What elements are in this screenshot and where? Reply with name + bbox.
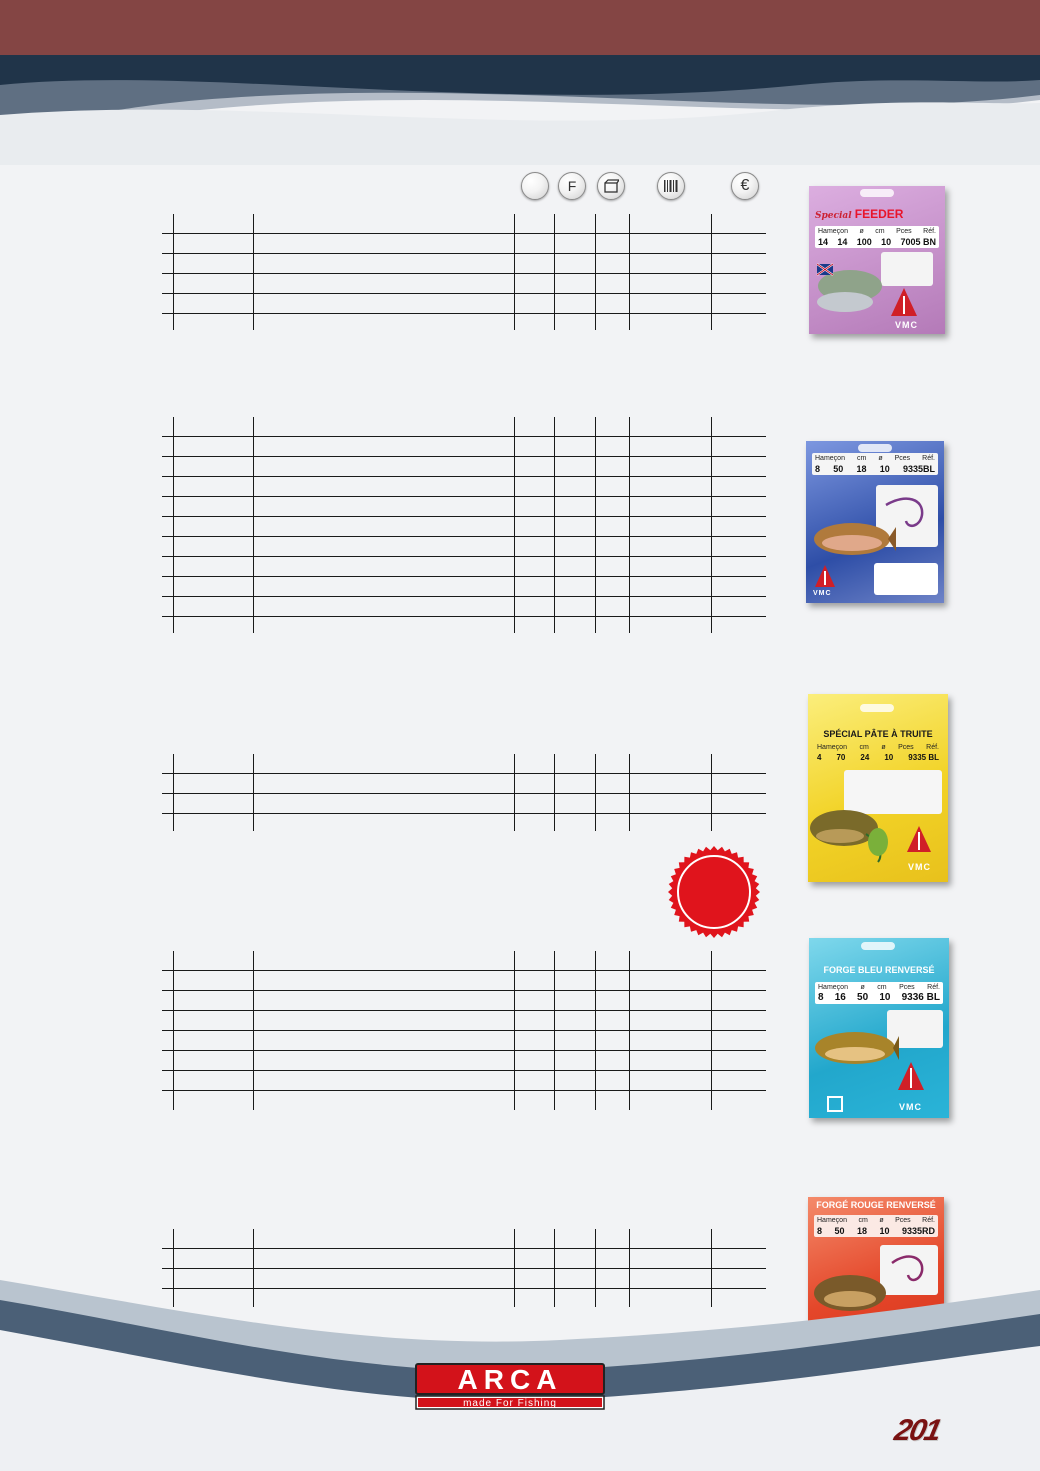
- label-window: [874, 563, 938, 595]
- column-divider: [173, 417, 174, 633]
- hang-hole: [861, 942, 895, 950]
- column-divider: [554, 214, 555, 330]
- column-divider: [711, 754, 712, 831]
- pack-info: Hameçon cm ø Pces Réf. 8 50 18 10 9335BL: [812, 453, 938, 475]
- hang-hole: [860, 704, 894, 712]
- column-divider: [173, 214, 174, 330]
- product-pack-blue: [806, 441, 944, 603]
- product-table-1: [162, 214, 766, 330]
- column-divider: [253, 951, 254, 1110]
- product-pack-feeder: [809, 186, 945, 334]
- column-divider: [253, 214, 254, 330]
- brand-label: VMC: [813, 590, 832, 597]
- column-divider: [554, 951, 555, 1110]
- brand-label: VMC: [899, 1102, 922, 1112]
- seal-inner: [680, 858, 748, 926]
- brand-label: VMC: [908, 862, 931, 872]
- letter-f-label: F: [567, 178, 577, 194]
- blank-circle-icon: [521, 172, 549, 200]
- column-divider: [595, 214, 596, 330]
- column-divider: [554, 754, 555, 831]
- column-divider: [711, 214, 712, 330]
- pack-info: Hameçon ø cm Pces Réf. 8 16 50 10 9336 BL: [815, 982, 943, 1004]
- column-divider: [711, 951, 712, 1110]
- euro-label: €: [740, 177, 750, 194]
- product-table-4: [162, 951, 766, 1110]
- trout-illustration: [808, 798, 898, 868]
- brand-label: VMC: [895, 320, 918, 330]
- product-pack-trout-paste: [808, 694, 948, 882]
- hang-hole: [860, 189, 894, 197]
- vmc-logo-icon: [889, 288, 919, 322]
- column-divider: [595, 951, 596, 1110]
- product-table-3: [162, 754, 766, 831]
- euro-icon: [731, 172, 759, 200]
- vmc-logo-icon: [906, 826, 932, 858]
- column-divider: [514, 214, 515, 330]
- cert-badge-icon: [827, 1096, 843, 1112]
- pack-title: Special FEEDER: [815, 207, 904, 221]
- product-pack-forge-bleu: [809, 938, 949, 1118]
- pack-title: FORGÉ ROUGE RENVERSÉ: [816, 1200, 936, 1210]
- letter-f-icon: [558, 172, 586, 200]
- column-divider: [554, 417, 555, 633]
- column-divider: [514, 754, 515, 831]
- trout-illustration: [811, 1022, 899, 1078]
- arca-logo: [412, 1360, 608, 1412]
- column-divider: [173, 951, 174, 1110]
- column-divider: [629, 417, 630, 633]
- pack-info: Hameçon cm ø Pces Réf. 8 50 18 10 9335RD: [814, 1215, 938, 1237]
- column-divider: [595, 754, 596, 831]
- product-table-2: [162, 417, 766, 633]
- trout-illustration: [810, 511, 896, 567]
- logo-tagline: made For Fishing: [463, 1398, 557, 1409]
- hook-window: [881, 252, 933, 286]
- pack-info: Hameçon ø cm Pces Réf. 14 14 100 10 7005 BN: [815, 226, 939, 248]
- hang-hole: [858, 444, 892, 452]
- column-divider: [514, 417, 515, 633]
- pack-title: FORGE BLEU RENVERSÉ: [823, 965, 935, 975]
- new-seal-badge: [654, 842, 774, 946]
- barcode-glyph: [663, 179, 679, 193]
- logo-name: ARCA: [457, 1364, 563, 1395]
- top-wave-decoration: [0, 55, 1040, 165]
- column-divider: [514, 951, 515, 1110]
- column-divider: [253, 754, 254, 831]
- pack-info: Hameçon cm ø Pces Réf. 4 70 24 10 9335 BL: [817, 744, 939, 762]
- column-divider: [595, 417, 596, 633]
- column-divider: [253, 417, 254, 633]
- column-divider: [629, 214, 630, 330]
- column-divider: [629, 754, 630, 831]
- pack-title: SPÉCIAL PÂTE À TRUITE: [823, 729, 933, 739]
- fish-illustration: [815, 256, 885, 318]
- box-glyph: [603, 179, 619, 193]
- column-divider: [173, 754, 174, 831]
- box-icon: [597, 172, 625, 200]
- page-number: 201: [891, 1414, 943, 1447]
- column-divider: [711, 417, 712, 633]
- vmc-logo-icon: [897, 1062, 925, 1096]
- column-divider: [629, 951, 630, 1110]
- vmc-logo-icon: [814, 565, 836, 591]
- barcode-icon: [657, 172, 685, 200]
